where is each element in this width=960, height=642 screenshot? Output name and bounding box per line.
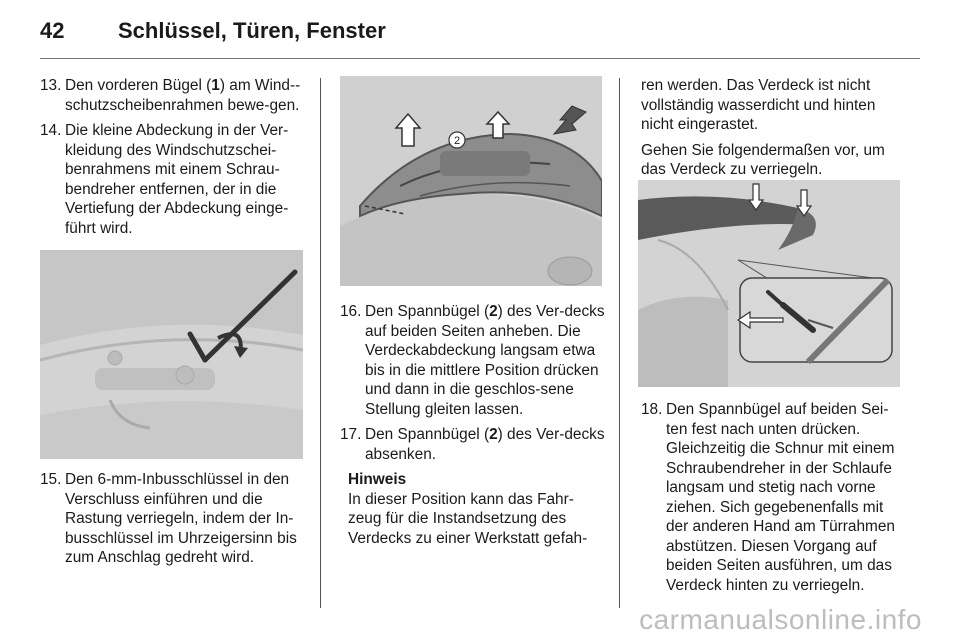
- step-text: Den Spannbügel (2) des Ver-decks absenken.: [365, 426, 605, 463]
- header-rule: [40, 58, 920, 59]
- step-number: 16.: [340, 303, 362, 320]
- step-text: Den Spannbügel (2) des Ver-decks auf beiden Seiten anheben. Die Verdeckabdeckung langsam etwa bis in die mittlere Position drücken und dann in die geschlos-sene Stellung gleiten lassen.: [365, 303, 605, 418]
- column-2: [340, 302, 605, 548]
- step-number: 18.: [641, 401, 663, 418]
- figure-rear-latch: [638, 180, 900, 387]
- step-text: Den 6-mm-Inbusschlüssel in den Verschluss einführen und die Rastung verriegeln, indem der In-busschlüssel im Uhrzeigersinn bis zum Anschlag gedreht wird.: [65, 471, 297, 566]
- step-number: 14.: [40, 122, 62, 139]
- column-1-lower: [40, 470, 306, 574]
- step-text: Die kleine Abdeckung in der Ver-kleidung des Windschutzschei-benrahmens mit einem Schrau-bendreher entfernen, der in die Vertiefung der Abdeckung einge-führt wird.: [65, 122, 289, 237]
- step-14: [40, 121, 306, 238]
- column-3-lower: [641, 400, 903, 601]
- column-1: [40, 76, 306, 244]
- figure-roof-cover: [340, 76, 602, 286]
- intro-text: Gehen Sie folgendermaßen vor, um das Verdeck zu verriegeln.: [641, 141, 885, 178]
- page-title: Schlüssel, Türen, Fenster: [118, 18, 386, 43]
- column-3: [641, 76, 903, 186]
- column-divider-1: [320, 78, 321, 608]
- step-text: Den Spannbügel auf beiden Sei-ten fest nach unten drücken. Gleichzeitig die Schnur mit einem Schraubendreher in der Schlaufe langsam und stetig nach vorne ziehen. Sich gegebenenfalls mit der anderen Hand am Türrahmen abstützen. Diesen Vorgang auf beiden Seiten ausführen, um das Verdeck hinten zu verriegeln.: [666, 401, 895, 594]
- step-18: [641, 400, 903, 595]
- step-16: [340, 302, 605, 419]
- note-title: Hinweis: [348, 471, 407, 488]
- note-block: [348, 470, 605, 548]
- step-number: 15.: [40, 471, 62, 488]
- note-text: In dieser Position kann das Fahr-zeug für die Instandsetzung des Verdecks zu einer Werkstatt gefah-: [348, 490, 588, 547]
- column-divider-2: [619, 78, 620, 608]
- continued-text: ren werden. Das Verdeck ist nicht vollständig wasserdicht und hinten nicht eingerastet.: [641, 77, 876, 133]
- step-number: 17.: [340, 426, 362, 443]
- step-17: [340, 425, 605, 464]
- figure-callout-label: 2: [453, 135, 461, 147]
- step-13: [40, 76, 306, 115]
- page-number: 42: [40, 18, 65, 43]
- figure-windshield-frame: [40, 250, 303, 459]
- step-number: 13.: [40, 77, 62, 94]
- watermark: carmanualsonline.info: [639, 604, 922, 635]
- step-text: Den vorderen Bügel (1) am Wind-schutzscheibenrahmen bewe-gen.: [65, 77, 301, 114]
- step-15: [40, 470, 306, 568]
